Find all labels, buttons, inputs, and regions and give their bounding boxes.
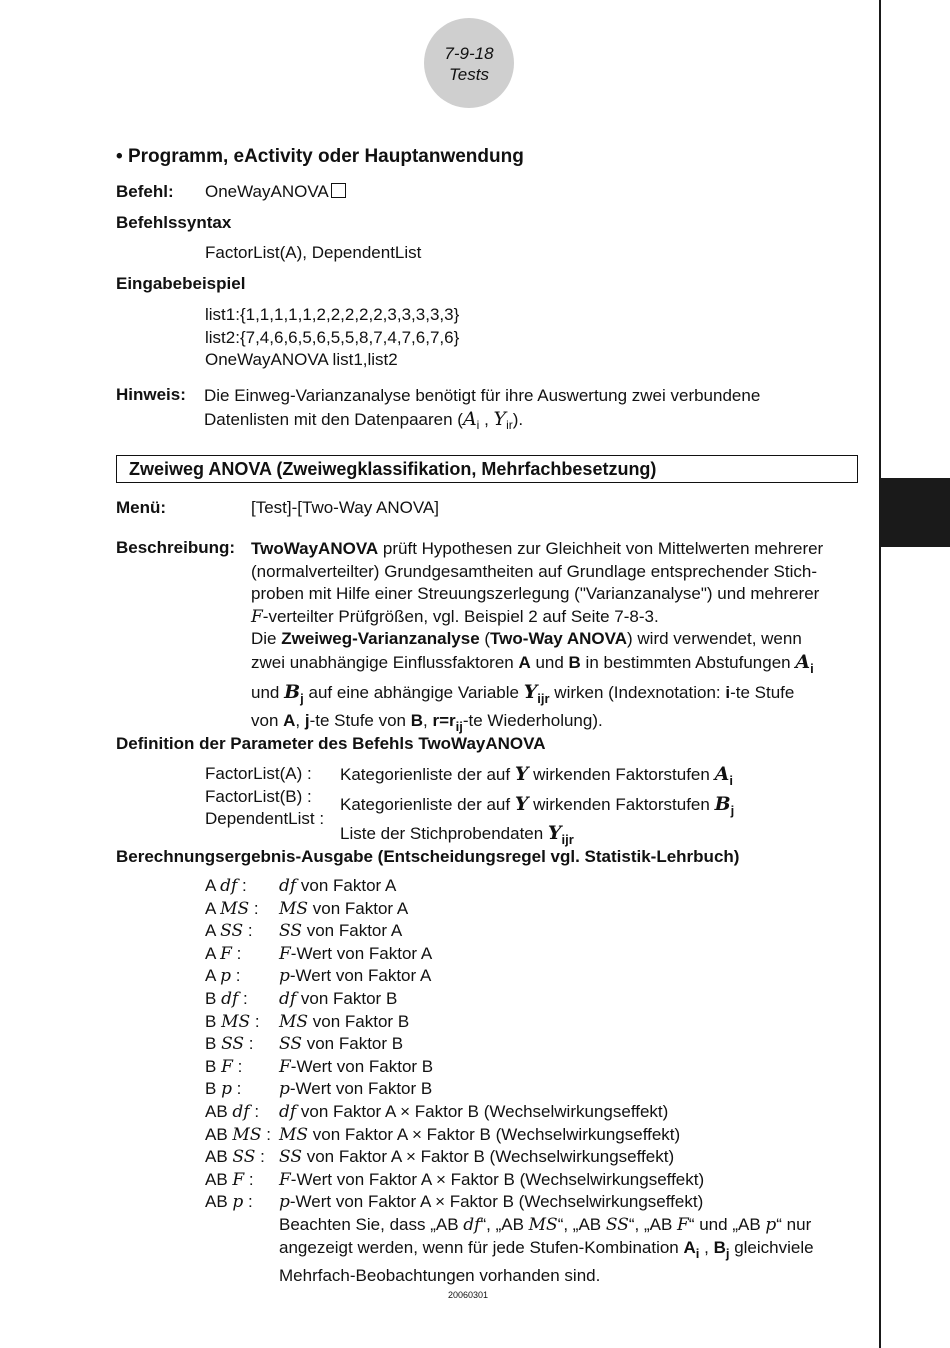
hinweis-line: Die Einweg-Varianzanalyse benötigt für ihre Auswertung zwei verbundene — [204, 386, 761, 405]
output-desc: SS von Faktor B — [279, 1034, 404, 1055]
section-heading — [116, 146, 524, 168]
output-label: AB SS : — [205, 1147, 265, 1168]
output-label: B df : — [205, 988, 248, 1009]
page-number: 7-9-18 — [444, 44, 494, 63]
section-title: Programm, eActivity oder Hauptanwendung — [127, 146, 524, 167]
code-line: OneWayANOVA list1,list2 — [205, 350, 398, 370]
beispiel-label: Eingabebeispiel — [116, 274, 246, 293]
output-label: A SS : — [205, 921, 253, 942]
param-name: FactorList(B) : — [205, 786, 312, 806]
output-desc: MS von Faktor A — [279, 898, 409, 919]
desc-line: F-verteilter Prüfgrößen, vgl. Beispiel 2 auf Seite 7-8-3. — [251, 606, 659, 627]
output-label: A MS : — [205, 898, 259, 919]
desc-line: proben mit Hilfe einer Streuungszerlegung ("Varianzanalyse") und mehrerer — [251, 584, 820, 604]
hinweis-label: Hinweis: — [116, 385, 186, 404]
beispiel-code — [205, 304, 459, 372]
menu-value: [Test]-[Two-Way ANOVA] — [251, 498, 439, 517]
output-label: B MS : — [205, 1011, 260, 1032]
page-edge-line — [879, 0, 881, 1348]
output-label: B SS : — [205, 1034, 254, 1055]
code-line: list1:{1,1,1,1,1,2,2,2,2,2,3,3,3,3,3} — [205, 305, 460, 324]
page-number-badge — [424, 18, 514, 108]
output-desc: p-Wert von Faktor A — [279, 966, 432, 987]
output-desc: SS von Faktor A — [279, 921, 403, 942]
bullet: • — [116, 146, 123, 167]
syntax-label: Befehlssyntax — [116, 213, 232, 232]
hinweis-line: Datenlisten mit den Datenpaaren ($A_i$ , $Y_{ir}$). — [204, 407, 524, 432]
desc-line: und $B_j$ auf eine abhängige Variable $Y_{ijr}$ wirken (Indexnotation: i-te Stufe — [251, 680, 795, 706]
output-label: A p : — [205, 966, 241, 987]
output-label: AB F : — [205, 1169, 254, 1190]
output-desc: MS von Faktor A × Faktor B (Wechselwirkungseffekt) — [279, 1124, 681, 1145]
menu-label: Menü: — [116, 498, 167, 517]
output-desc: p-Wert von Faktor B — [279, 1079, 433, 1100]
output-labels — [205, 875, 271, 1214]
param-desc: Liste der Stichprobendaten $Y_{ijr}$ — [340, 822, 574, 848]
output-desc: df von Faktor B — [279, 988, 398, 1009]
output-note-line: Beachten Sie, dass „AB df“, „AB MS“, „AB SS“, „AB F“ und „AB p“ nur — [279, 1214, 812, 1235]
output-desc: F-Wert von Faktor A × Faktor B (Wechselwirkungseffekt) — [279, 1169, 705, 1190]
desc-line: (normalverteilter) Grundgesamtheiten auf Grundlage entsprechender Stich- — [251, 561, 818, 581]
output-label: AB MS : — [205, 1124, 271, 1145]
code-line: list2:{7,4,6,6,5,6,5,5,8,7,4,7,6,7,6} — [205, 327, 460, 347]
param-name: DependentList : — [205, 809, 325, 829]
output-heading: Berechnungsergebnis-Ausgabe (Entscheidungsregel vgl. Statistik-Lehrbuch) — [116, 847, 740, 866]
beschreibung-label: Beschreibung: — [116, 538, 236, 557]
beschreibung-text — [251, 538, 823, 739]
param-descriptions — [340, 763, 734, 852]
output-desc: MS von Faktor B — [279, 1011, 410, 1032]
page-chapter-title: Tests — [448, 65, 489, 84]
output-label: AB df : — [205, 1101, 260, 1122]
syntax-value: FactorList(A), DependentList — [205, 243, 422, 262]
befehl-value: OneWayANOVA — [205, 182, 346, 202]
desc-line: Die Zweiweg-Varianzanalyse (Two-Way ANOVA) wird verwendet, wenn — [251, 629, 802, 649]
footer-date-code: 20060301 — [448, 1290, 489, 1300]
output-label: B p : — [205, 1079, 242, 1100]
desc-line: von A, j-te Stufe von B, $r=r_{ij}-te$ Wiederholung). — [251, 711, 603, 735]
output-desc: df von Faktor A × Faktor B (Wechselwirkungseffekt) — [279, 1101, 669, 1122]
zweiweg-heading: Zweiweg ANOVA (Zweiwegklassifikation, Mehrfachbesetzung) — [116, 455, 858, 483]
output-descriptions — [279, 875, 814, 1288]
output-desc: p-Wert von Faktor A × Faktor B (Wechselwirkungseffekt) — [279, 1192, 704, 1213]
befehl-label: Befehl: — [116, 182, 174, 201]
param-name: FactorList(A) : — [205, 764, 312, 783]
space-symbol-icon — [331, 183, 346, 198]
output-note-line: angezeigt werden, wenn für jede Stufen-Kombination $A_i$ , $B_j$ gleichviele — [279, 1237, 814, 1261]
output-desc: F-Wert von Faktor B — [279, 1056, 434, 1077]
output-desc: F-Wert von Faktor A — [279, 943, 433, 964]
desc-line: TwoWayANOVA prüft Hypothesen zur Gleichheit von Mittelwerten mehrerer — [251, 539, 824, 558]
param-desc: Kategorienliste der auf Y wirkenden Faktorstufen $A_i$ — [340, 763, 733, 788]
output-desc: df von Faktor A — [279, 876, 397, 896]
output-label: A df : — [205, 876, 247, 896]
param-desc: Kategorienliste der auf Y wirkenden Faktorstufen $B_j$ — [340, 792, 735, 818]
desc-line: zwei unabhängige Einflussfaktoren A und B in bestimmten Abstufungen $A_i$ — [251, 650, 814, 676]
output-label: A F : — [205, 943, 242, 964]
output-desc: SS von Faktor A × Faktor B (Wechselwirkungseffekt) — [279, 1147, 675, 1168]
chapter-tab — [881, 478, 950, 547]
hinweis-text — [204, 385, 760, 436]
output-label: B F : — [205, 1056, 243, 1077]
param-names — [205, 763, 324, 831]
output-note-line: Mehrfach-Beobachtungen vorhanden sind. — [279, 1266, 601, 1286]
output-label: AB p : — [205, 1192, 253, 1213]
definition-heading: Definition der Parameter des Befehls TwoWayANOVA — [116, 734, 546, 753]
